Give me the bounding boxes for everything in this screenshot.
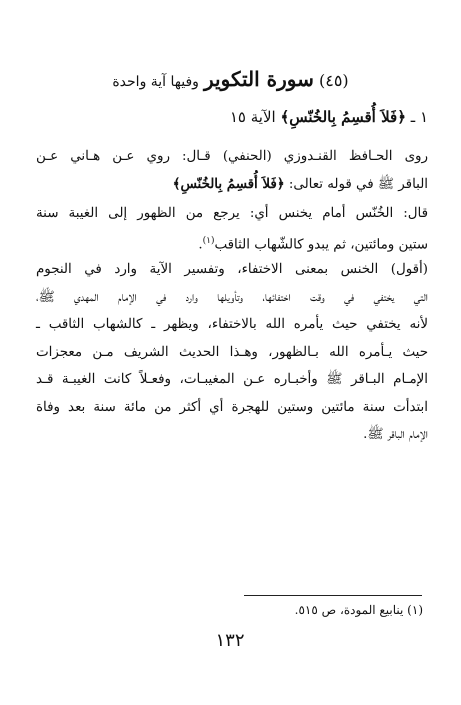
footnote-divider (244, 595, 422, 596)
item-number: ١ ـ (410, 108, 428, 126)
item-ayah: ﴿فَلاَ أُقسِمُ بِالخُنّسِ﴾ (280, 108, 406, 126)
paragraph-line: روى الحـافظ القنـدوزي (الحنفي) قـال: روي عـن هـاني عـن (36, 149, 428, 164)
footnote: (١) ينابيع المودة، ص ٥١٥. (294, 603, 423, 617)
paragraph-text: ستين ومائتين، ثم يبدو كالشّهاب الثاقب (214, 236, 428, 252)
paragraph-line (36, 171, 428, 199)
chapter-note: وفيها آية واحدة (112, 74, 199, 90)
paragraph-line: ابتدأت سنة مائتين وستين للهجرة أي أكثر من مائة سنة بعد وفاة (36, 399, 428, 415)
paragraph-line (36, 228, 428, 259)
paragraph-line: الإمـام البـاقر ﷺ وأخبـاره عـن المغيبـات، وفعـلاً كانت الغيبـة قـد (36, 372, 428, 387)
paragraph-narration (36, 143, 428, 198)
paragraph-line: التي يختفي في وقت اختفائها، وتأويلها وارد في الإمام المهدي ﷺ، (36, 289, 428, 305)
quoted-ayah: ﴿فَلاَ أُقسِمُ بِالخُنّسِ﴾ (172, 175, 285, 192)
footnote-marker: (١) (202, 235, 215, 246)
page-number: ١٣٢ (215, 630, 245, 651)
paragraph-commentary (36, 256, 428, 449)
paragraph-saying (36, 200, 428, 258)
paragraph-line: الإمام الباقر ﷺ. (363, 427, 428, 442)
paragraph-text-end: . (198, 236, 203, 252)
paragraph-line: (أقول) الخنس بمعنى الاختفاء، وتفسير الآية وارد في النجوم (36, 262, 428, 277)
item-ref: الآية ١٥ (229, 108, 276, 126)
paragraph-line: قال: الخُنّس أمام يخنس أي: يرجع من الظهور إلى الغيبة سنة (36, 206, 428, 221)
paragraph-line: لأنه يختفي حيث يأمره الله بالاختفاء، ويظهر ـ كالشهاب الثاقب ـ (36, 317, 428, 332)
chapter-heading (40, 66, 421, 95)
chapter-number: (٤٥) (318, 71, 349, 90)
surah-title: سورة التكوير (204, 67, 314, 91)
paragraph-text: الباقر ﷺ في قوله تعالى: (288, 176, 428, 192)
item-heading (38, 104, 428, 130)
paragraph-line: حيث يـأمره الله بـالظهور، وهـذا الحديث الشريف مـن معجزات (36, 344, 428, 360)
